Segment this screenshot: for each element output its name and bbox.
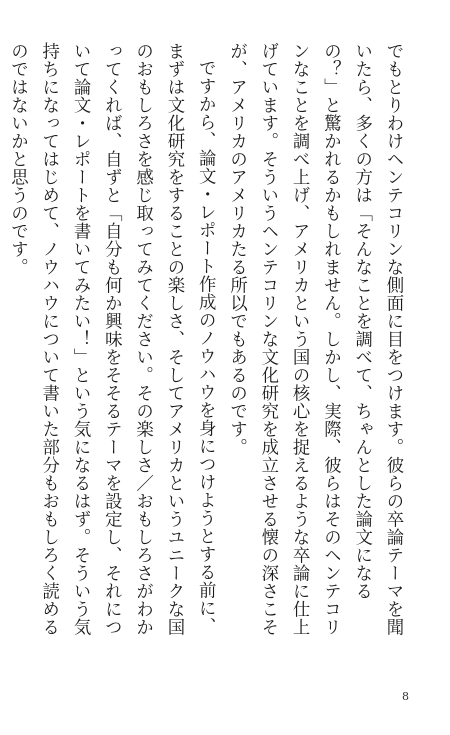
paragraph-2: ですから、論文・レポート作成のノウハウを身につけようとする前に、まずは文化研究をすることの楽しさ、そしてアメリカというユニークな国のおもしろさを感じ取ってみてください。その楽しさ／おもしろさがわかってくれば、自ずと「自分も何か興味をそそるテーマを設定し、それについて論文・レポートを書いてみたい！」という気になるはず。そういう気持ちになってはじめて、ノウハウについて書いた部分もおもしろく読めるのではないかと思うのです。 xyxy=(7,42,216,636)
page-number: 8 xyxy=(402,690,409,703)
paragraph-1: でもとりわけヘンテコリンな側面に目をつけます。彼らの卒論テーマを聞いたら、多くの方は「そんなことを調べて、ちゃんとした論文になるの？」と驚かれるかもしれません。しかし、実際、彼らはそのヘンテコリンなことを調べ上げ、アメリカという国の核心を捉えるような卒論に仕上げています。そういうヘンテコリンな文化研究を成立させる懐の深さこそが、アメリカのアメリカたる所以でもあるのです。 xyxy=(226,42,403,636)
vertical-body-text xyxy=(0,42,408,642)
